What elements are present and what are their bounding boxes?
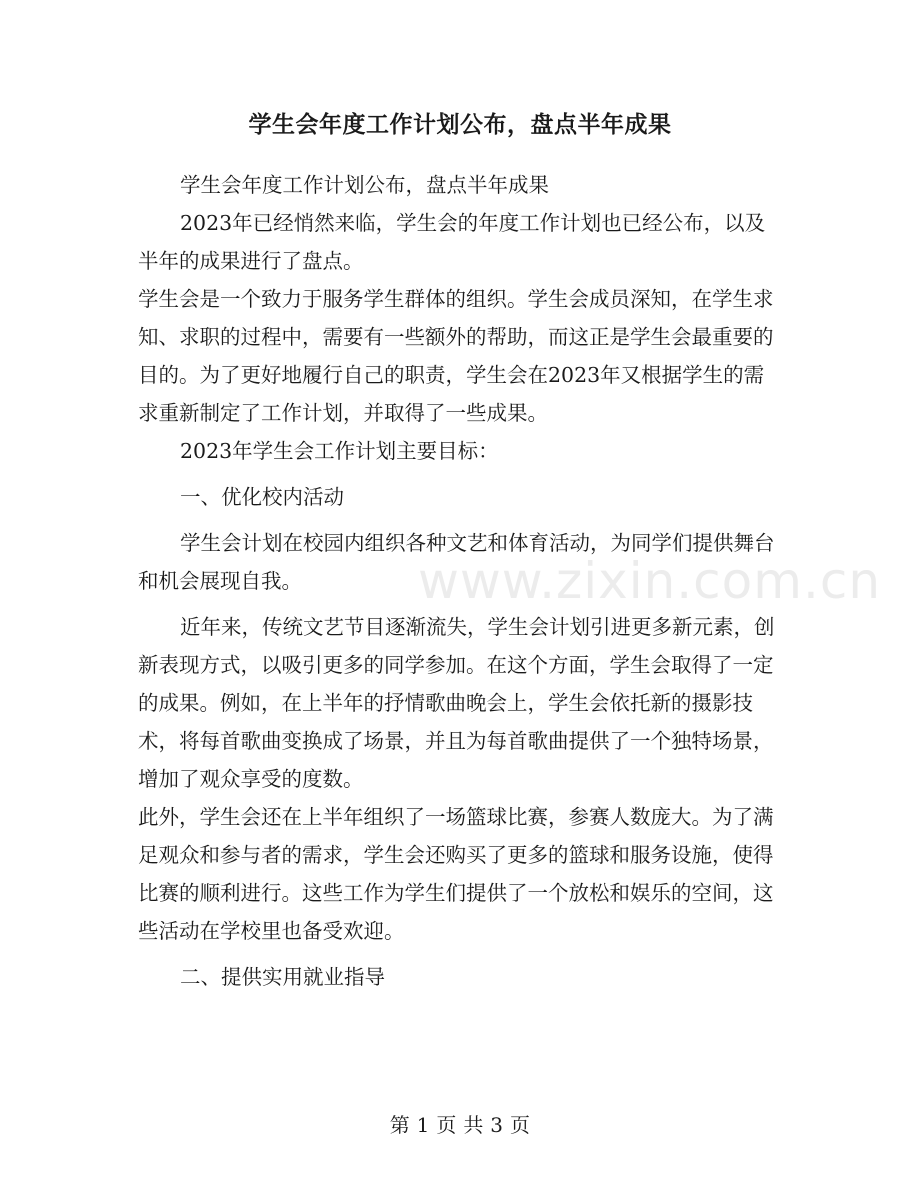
document-body (138, 166, 776, 996)
page-footer: 第 1 页 共 3 页 (389, 1113, 531, 1137)
document-title: 学生会年度工作计划公布，盘点半年成果 (248, 111, 672, 138)
paragraph-arts: 近年来，传统文艺节目逐渐流失，学生会计划引进更多新元素，创新表现方式，以吸引更多的同学参加。在这个方面，学生会取得了一定的成果。例如，在上半年的抒情歌曲晚会上，学生会依托新的摄影技术，将每首歌曲变换成了场景，并且为每首歌曲提供了一个独特场景，增加了观众享受的度数。 (138, 615, 775, 791)
paragraph-intro: 2023年已经悄然来临，学生会的年度工作计划也已经公布，以及半年的成果进行了盘点。 (138, 211, 766, 273)
paragraph-subtitle: 学生会年度工作计划公布，盘点半年成果 (180, 173, 550, 197)
section-heading-1: 一、优化校内活动 (180, 485, 345, 509)
paragraph-basketball: 此外，学生会还在上半年组织了一场篮球比赛，参赛人数庞大。为了满足观众和参与者的需求，学生会还购买了更多的篮球和服务设施，使得比赛的顺利进行。这些工作为学生们提供了一个放松和娱乐的空间，这些活动在学校里也备受欢迎。 (138, 805, 774, 943)
paragraph-about: 学生会是一个致力于服务学生群体的组织。学生会成员深知，在学生求知、求职的过程中，需要有一些额外的帮助，而这正是学生会最重要的目的。为了更好地履行自己的职责，学生会在2023年又根据学生的需求重新制定了工作计划，并取得了一些成果。 (138, 287, 774, 425)
paragraph-activities: 学生会计划在校园内组织各种文艺和体育活动，为同学们提供舞台和机会展现自我。 (138, 531, 775, 593)
section-heading-2: 二、提供实用就业指导 (180, 965, 386, 989)
paragraph-goals-heading: 2023年学生会工作计划主要目标： (180, 439, 499, 463)
watermark: www.zixin.com.cn (418, 552, 882, 610)
